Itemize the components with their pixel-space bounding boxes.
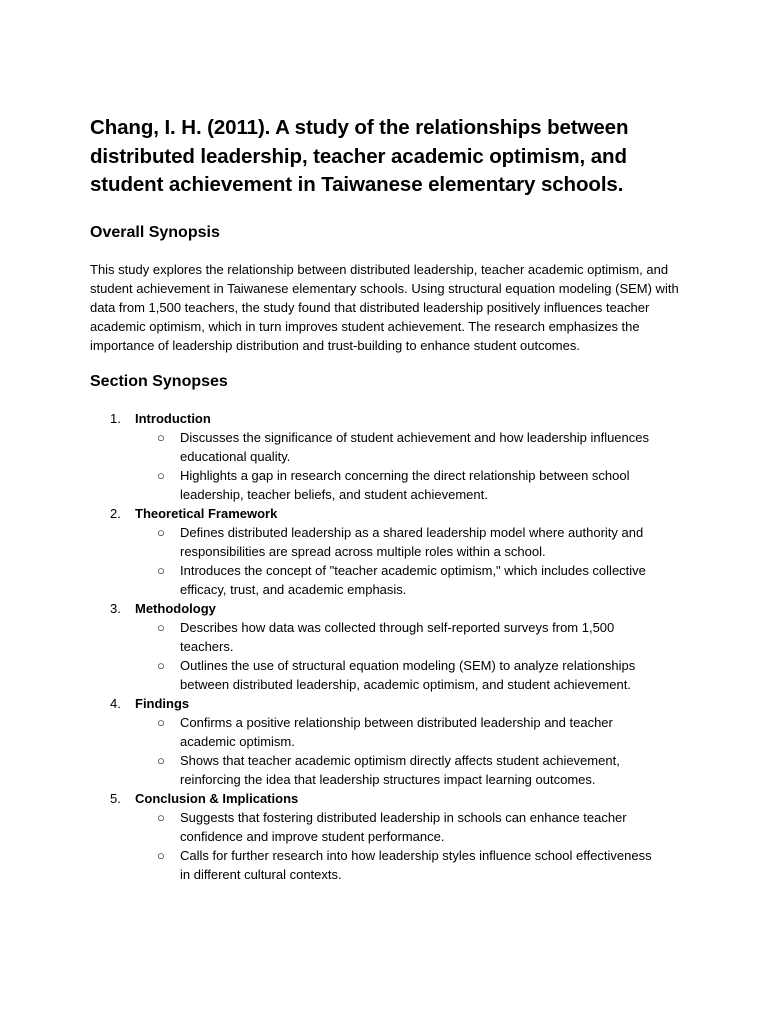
document-page bbox=[90, 114, 690, 884]
bullet-item bbox=[135, 466, 660, 504]
section-title: Introduction bbox=[135, 410, 211, 426]
section-number: 5. bbox=[110, 790, 121, 806]
bullet-list bbox=[135, 618, 690, 694]
bullet-item bbox=[135, 751, 660, 789]
circle-bullet-icon: ○ bbox=[157, 467, 165, 483]
section-item-methodology bbox=[90, 599, 690, 694]
section-title: Findings bbox=[135, 695, 190, 711]
circle-bullet-icon: ○ bbox=[157, 562, 165, 578]
bullet-item bbox=[135, 561, 660, 599]
bullet-text: Confirms a positive relationship between distributed leadership and teacher academic optimism. bbox=[180, 714, 613, 749]
bullet-text: Highlights a gap in research concerning the direct relationship between school leadership, teacher beliefs, and student achievement. bbox=[180, 467, 630, 502]
bullet-text: Defines distributed leadership as a shared leadership model where authority and responsibilities are spread across multiple roles within a school. bbox=[180, 524, 644, 559]
circle-bullet-icon: ○ bbox=[157, 809, 165, 825]
bullet-list bbox=[135, 713, 690, 789]
circle-bullet-icon: ○ bbox=[157, 619, 165, 635]
circle-bullet-icon: ○ bbox=[157, 524, 165, 540]
bullet-text: Shows that teacher academic optimism directly affects student achievement, reinforcing the idea that leadership structures impact learning outcomes. bbox=[180, 752, 620, 787]
section-title: Conclusion & Implications bbox=[135, 790, 299, 806]
section-item-theoretical-framework bbox=[90, 504, 690, 599]
section-synopses-heading: Section Synopses bbox=[90, 372, 228, 390]
bullet-item bbox=[135, 618, 660, 656]
bullet-item bbox=[135, 808, 660, 846]
circle-bullet-icon: ○ bbox=[157, 714, 165, 730]
bullet-item bbox=[135, 846, 660, 884]
bullet-item bbox=[135, 656, 660, 694]
bullet-list bbox=[135, 808, 690, 884]
overall-synopsis-text: This study explores the relationship between distributed leadership, teacher academic optimism, and student achievement in Taiwanese elementary schools. Using structural equation modeling (SEM) with data from 1,500 teachers, the study found that distributed leadership positively influences teacher academic optimism, which in turn improves student achievement. The research emphasizes the importance of leadership distribution and trust-building to enhance student outcomes. bbox=[90, 261, 679, 353]
document-title: Chang, I. H. (2011). A study of the relationships between distributed leadership, teacher academic optimism, and student achievement in Taiwanese elementary schools. bbox=[90, 116, 629, 196]
overall-synopsis-heading: Overall Synopsis bbox=[90, 223, 220, 241]
circle-bullet-icon: ○ bbox=[157, 657, 165, 673]
bullet-text: Introduces the concept of "teacher academic optimism," which includes collective efficacy, trust, and academic emphasis. bbox=[180, 562, 646, 597]
circle-bullet-icon: ○ bbox=[157, 847, 165, 863]
bullet-item bbox=[135, 523, 660, 561]
section-title: Methodology bbox=[135, 600, 216, 616]
bullet-text: Outlines the use of structural equation modeling (SEM) to analyze relationships between distributed leadership, academic optimism, and student achievement. bbox=[180, 657, 636, 692]
bullet-text: Calls for further research into how leadership styles influence school effectiveness in different cultural contexts. bbox=[180, 847, 652, 882]
section-list bbox=[90, 409, 690, 884]
bullet-text: Suggests that fostering distributed leadership in schools can enhance teacher confidence and improve student performance. bbox=[180, 809, 627, 844]
section-number: 3. bbox=[110, 600, 121, 616]
section-number: 4. bbox=[110, 695, 121, 711]
section-item-introduction bbox=[90, 409, 690, 504]
circle-bullet-icon: ○ bbox=[157, 429, 165, 445]
bullet-item bbox=[135, 428, 660, 466]
section-number: 1. bbox=[110, 410, 121, 426]
bullet-list bbox=[135, 523, 690, 599]
section-item-findings bbox=[90, 694, 690, 789]
section-item-conclusion-implications bbox=[90, 789, 690, 884]
bullet-text: Describes how data was collected through self-reported surveys from 1,500 teachers. bbox=[180, 619, 615, 654]
section-number: 2. bbox=[110, 505, 121, 521]
bullet-list bbox=[135, 428, 690, 504]
circle-bullet-icon: ○ bbox=[157, 752, 165, 768]
section-title: Theoretical Framework bbox=[135, 505, 278, 521]
bullet-text: Discusses the significance of student achievement and how leadership influences educational quality. bbox=[180, 429, 649, 464]
bullet-item bbox=[135, 713, 660, 751]
